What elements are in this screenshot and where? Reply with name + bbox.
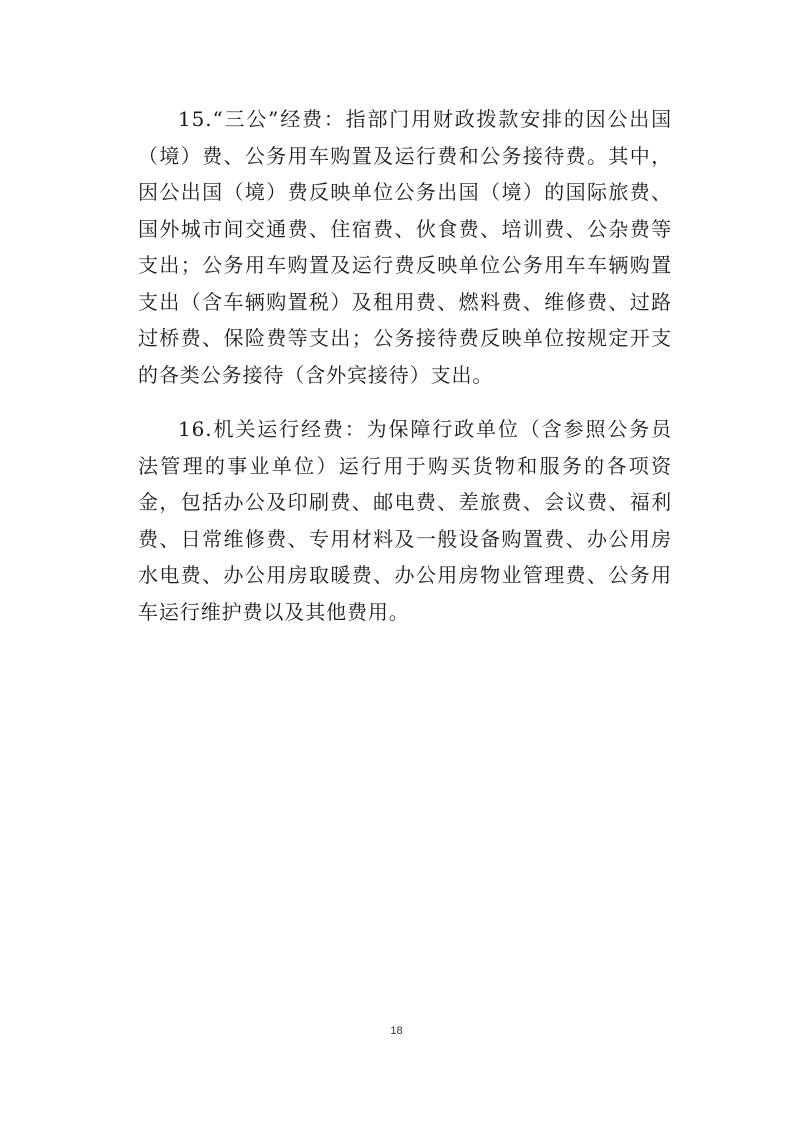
definition-paragraph-operating-expenses: 16.机关运行经费：为保障行政单位（含参照公务员法管理的事业单位）运行用于购买货物和服务的各项资金，包括办公及印刷费、邮电费、差旅费、会议费、福利费、日常维修费、专用材料及一般设备购置费、办公用房水电费、办公用房取暖费、办公用房物业管理费、公务用车运行维护费以及其他费用。 — [138, 417, 672, 624]
definition-paragraph-three-public-expenses: 15.“三公”经费：指部门用财政拨款安排的因公出国（境）费、公务用车购置及运行费和公务接待费。其中，因公出国（境）费反映单位公务出国（境）的国际旅费、国外城市间交通费、住宿费、伙食费、培训费、公杂费等支出；公务用车购置及运行费反映单位公务用车车辆购置支出（含车辆购置税）及租用费、燃料费、维修费、过路过桥费、保险费等支出；公务接待费反映单位按规定开支的各类公务接待（含外宾接待）支出。 — [138, 107, 672, 387]
page-number: 18 — [390, 1025, 403, 1037]
